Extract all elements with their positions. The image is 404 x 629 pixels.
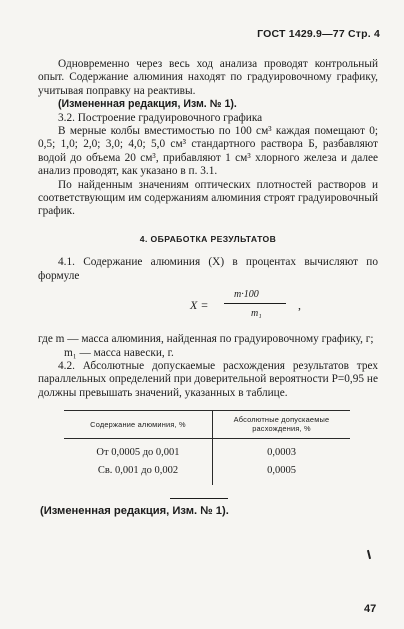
end-rule (170, 498, 228, 499)
amendment-note-1: (Измененная редакция, Изм. № 1). (58, 98, 237, 111)
formula (38, 287, 378, 327)
page-number: 47 (364, 603, 377, 615)
table-cell-tolerance: 0,0005 (267, 464, 296, 476)
page-body (38, 58, 378, 518)
page-header: ГОСТ 1429.9—77 Стр. 4 (257, 28, 380, 40)
scan-mark (367, 550, 371, 559)
table-header-row (64, 411, 350, 439)
paragraph-calibration-flasks: В мерные колбы вместимостью по 100 см³ каждая помещают 0; 0,5; 1,0; 2,0; 3,0; 4,0; 5,0 см³ стандартного раствора Б, разбавляют водой до объема 20 см³, прибавляют 1 см³ хлорного железа и далее анализ проводят, как указано в п. 3.1. (38, 125, 378, 178)
section-title: 4. ОБРАБОТКА РЕЗУЛЬТАТОВ (139, 233, 277, 244)
table-row (64, 462, 350, 485)
formula-numerator: m·100 (234, 289, 259, 301)
tolerance-table (64, 410, 350, 485)
fraction-bar (224, 303, 286, 304)
table-header-tolerance: Абсолютные допускаемые расхождения, % (213, 411, 351, 439)
paragraph-calibration-graph: По найденным значениям оптических плотностей растворов и соответствующим им содержаниям алюминия строят градуировочный график. (38, 178, 378, 218)
table-cell-range: От 0,0005 до 0,001 (64, 439, 213, 462)
formula-denominator: m₁ (251, 308, 262, 320)
formula-lhs: X = (190, 298, 209, 313)
paragraph-control-test: Одновременно через весь ход анализа проводят контрольный опыт. Содержание алюминия находят по градуировочному графику, учитывая поправку на реактивы. (38, 58, 378, 97)
table-header-content: Содержание алюминия, % (64, 411, 213, 439)
amendment-note-2: (Измененная редакция, Изм. № 1). (40, 504, 229, 517)
definition-m: где m — масса алюминия, найденная по градуировочному графику, г; (38, 333, 374, 346)
paragraph-4-1: 4.1. Содержание алюминия (X) в процентах вычисляют по формуле (38, 256, 378, 282)
definition-m1: m₁ — масса навески, г. (64, 346, 174, 359)
paragraph-4-2: 4.2. Абсолютные допускаемые расхождения результатов трех параллельных определений при доверительной вероятности P=0,95 не должны превышать значений, указанных в таблице. (38, 359, 378, 399)
subsection-3-2-title: 3.2. Построение градуировочного графика (58, 111, 263, 124)
table-cell-range: Св. 0,001 до 0,002 (64, 462, 213, 485)
table-row (64, 439, 350, 462)
table-cell-tolerance: 0,0003 (267, 447, 296, 459)
formula-comma: , (298, 298, 301, 313)
